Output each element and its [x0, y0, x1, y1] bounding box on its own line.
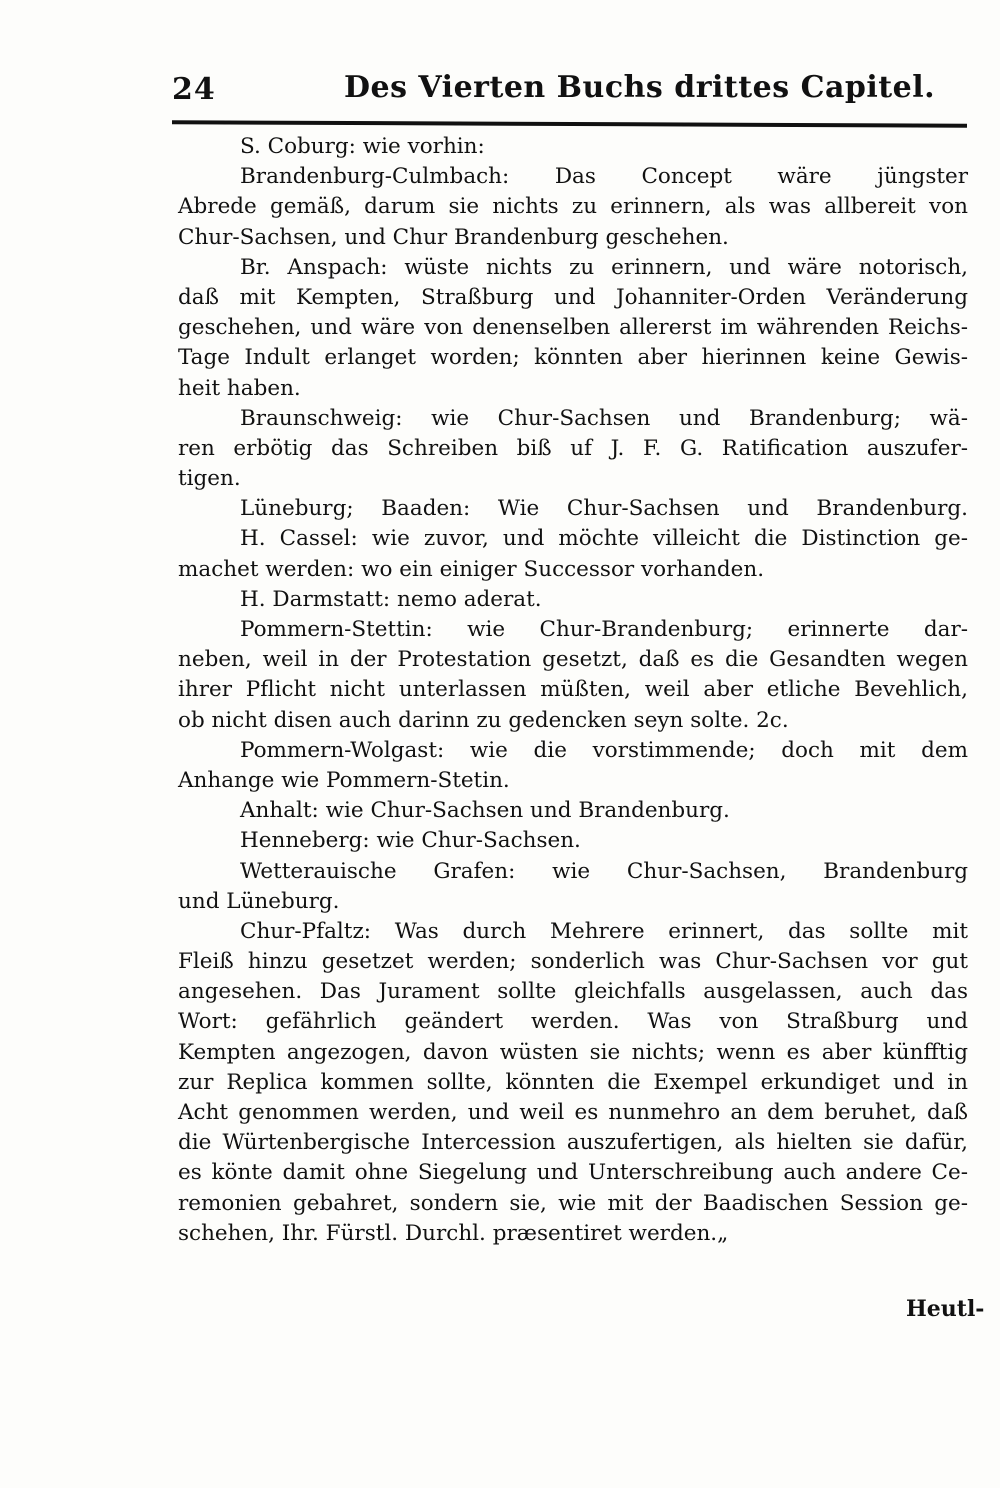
text-line: Henneberg: wie Chur-Sachsen.: [240, 828, 581, 854]
text-line: Braunschweig: wie Chur-Sachsen und Brandenburg; wä-: [240, 405, 968, 431]
header-rule: [172, 120, 967, 127]
catchword: Heutl-: [906, 1296, 985, 1322]
text-line: Pommern-Wolgast: wie die vorstimmende; doch mit dem: [240, 737, 968, 763]
text-line: daß mit Kempten, Straßburg und Johanniter-Orden Veränderung: [178, 284, 968, 310]
text-line: Pommern-Stettin: wie Chur-Brandenburg; erinnerte dar-: [240, 617, 968, 642]
text-line: neben, weil in der Protestation gesetzt, daß es die Gesandten wegen: [178, 647, 968, 673]
text-line: H. Cassel: wie zuvor, und möchte villeicht die Distinction ge-: [240, 526, 968, 552]
text-line: Fleiß hinzu gesetzet werden; sonderlich was Chur-Sachsen vor gut: [178, 949, 968, 975]
text-line: Abrede gemäß, darum sie nichts zu erinnern, als was allbereit von: [178, 194, 968, 220]
text-line: Br. Anspach: wüste nichts zu erinnern, und wäre notorisch,: [240, 254, 968, 280]
text-line: heit haben.: [178, 375, 301, 401]
text-line: Acht genommen werden, und weil es nunmehro an dem beruhet, daß: [178, 1100, 968, 1125]
text-line: Wort: gefährlich geändert werden. Was von Straßburg und: [178, 1009, 968, 1035]
text-line: und Lüneburg.: [178, 888, 340, 914]
text-line: Brandenburg-Culmbach: Das Concept wäre jüngster: [240, 164, 968, 190]
text-line: ihrer Pflicht nicht unterlassen müßten, weil aber etliche Bevehlich,: [178, 677, 968, 703]
text-line: Chur-Sachsen, und Chur Brandenburg geschehen.: [178, 224, 729, 250]
text-line: S. Coburg: wie vorhin:: [240, 134, 485, 159]
text-line: Anhalt: wie Chur-Sachsen und Brandenburg.: [240, 798, 730, 824]
text-line: Anhange wie Pommern-Stetin.: [178, 767, 510, 793]
body-text: [178, 132, 968, 1249]
text-line: ren erbötig das Schreiben biß uf J. F. G. Ratification auszufer-: [178, 435, 968, 461]
text-line: H. Darmstatt: nemo aderat.: [240, 586, 542, 612]
text-line: Chur-Pfaltz: Was durch Mehrere erinnert, das sollte mit: [240, 918, 968, 944]
text-line: remonien gebahret, sondern sie, wie mit der Baadischen Session ge-: [178, 1190, 968, 1216]
text-line: die Würtenbergische Intercession auszufertigen, als hielten sie dafür,: [178, 1130, 968, 1156]
text-line: Tage Indult erlanget worden; könnten aber hierinnen keine Gewis-: [178, 345, 968, 371]
running-head: Des Vierten Buchs drittes Capitel.: [344, 70, 936, 105]
text-line: Wetterauische Grafen: wie Chur-Sachsen, Brandenburg: [240, 858, 968, 884]
text-line: Kempten angezogen, davon wüsten sie nichts; wenn es aber künfftig: [178, 1039, 968, 1065]
text-line: machet werden: wo ein einiger Successor vorhanden.: [178, 556, 765, 582]
text-line: ob nicht disen auch darinn zu gedencken seyn solte. 2c.: [178, 707, 789, 733]
text-line: zur Replica kommen sollte, könnten die Exempel erkundiget und in: [178, 1069, 968, 1095]
text-line: angesehen. Das Jurament sollte gleichfalls ausgelassen, auch das: [178, 979, 968, 1005]
text-line: geschehen, und wäre von denenselben allererst im währenden Reichs-: [178, 315, 968, 341]
page-number: 24: [172, 72, 216, 107]
text-line: tigen.: [178, 466, 241, 492]
text-line: Lüneburg; Baaden: Wie Chur-Sachsen und Brandenburg.: [240, 496, 968, 522]
page-header: [0, 70, 1000, 110]
text-line: es könte damit ohne Siegelung und Unterschreibung auch andere Ce-: [178, 1160, 968, 1186]
text-line: schehen, Ihr. Fürstl. Durchl. præsentiret werden.„: [178, 1220, 729, 1246]
